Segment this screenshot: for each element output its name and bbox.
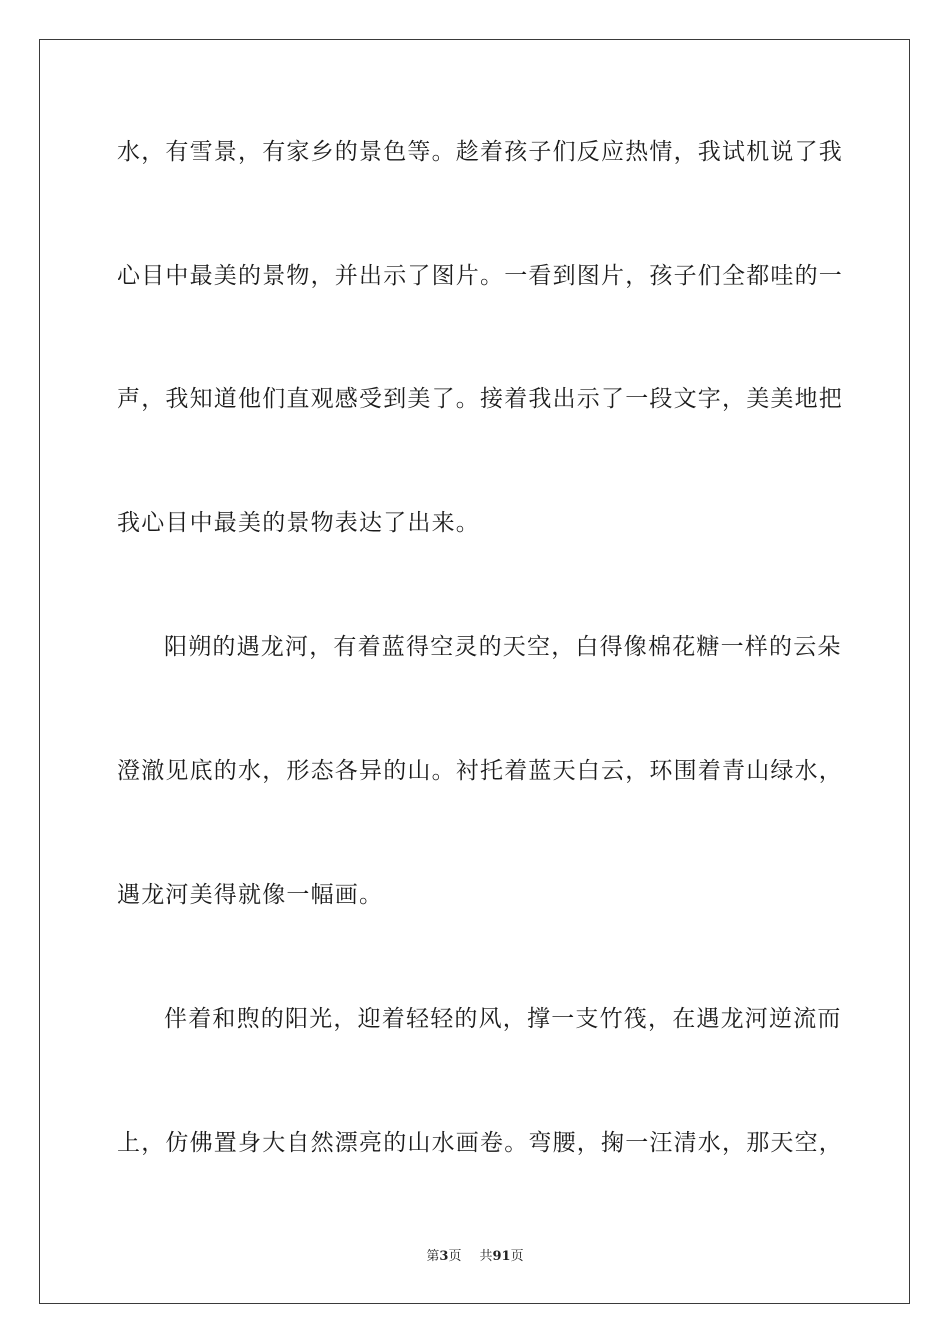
text-line: 声，我知道他们直观感受到美了。接着我出示了一段文字，美美地把 bbox=[117, 386, 843, 412]
text-line: 水，有雪景，有家乡的景色等。趁着孩子们反应热情，我试机说了我 bbox=[117, 139, 843, 165]
page-suffix: 页 bbox=[448, 1249, 462, 1264]
total-pages: 91 bbox=[492, 1249, 511, 1264]
page-footer bbox=[0, 1248, 950, 1266]
total-suffix: 页 bbox=[510, 1249, 524, 1264]
text-line: 遇龙河美得就像一幅画。 bbox=[117, 882, 384, 908]
text-line: 上，仿佛置身大自然漂亮的山水画卷。弯腰，掬一汪清水，那天空， bbox=[117, 1130, 843, 1156]
text-line: 澄澈见底的水，形态各异的山。衬托着蓝天白云，环围着青山绿水， bbox=[117, 758, 843, 784]
page-number: 3 bbox=[439, 1249, 449, 1264]
text-line: 心目中最美的景物，并出示了图片。一看到图片，孩子们全都哇的一 bbox=[117, 263, 843, 289]
paragraph-start-line: 伴着和煦的阳光，迎着轻轻的风，撑一支竹筏，在遇龙河逆流而 bbox=[164, 1006, 842, 1032]
page-prefix: 第 bbox=[426, 1249, 440, 1264]
paragraph-start-line: 阳朔的遇龙河，有着蓝得空灵的天空，白得像棉花糖一样的云朵 bbox=[164, 634, 842, 660]
page-border bbox=[39, 39, 910, 1304]
text-line: 我心目中最美的景物表达了出来。 bbox=[117, 510, 480, 536]
total-prefix: 共 bbox=[479, 1249, 493, 1264]
